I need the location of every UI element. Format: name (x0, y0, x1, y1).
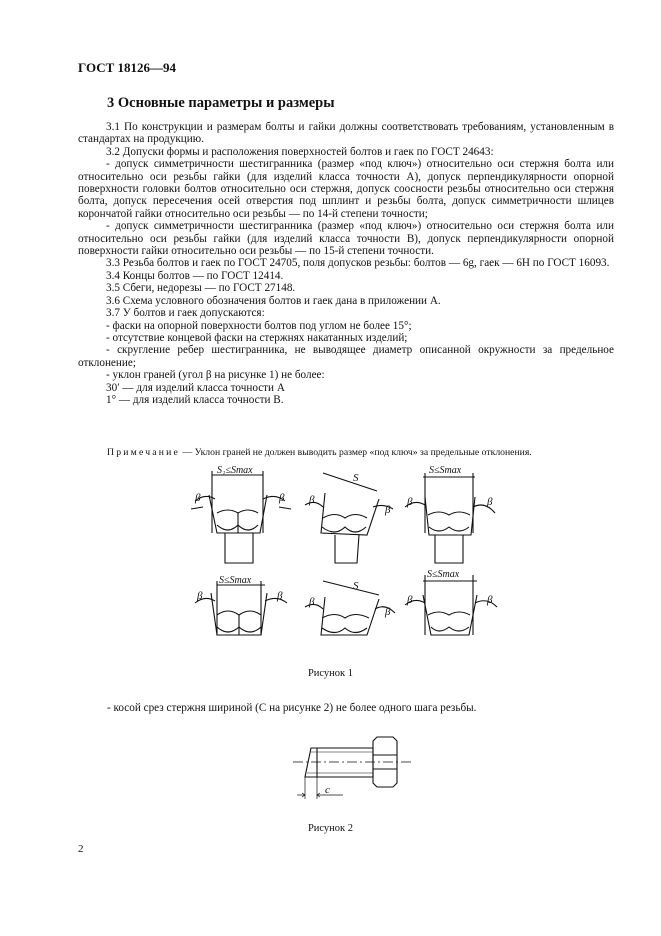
paragraph: - допуск симметричности шестигранника (размер «под ключ») относительно оси стержня болта или относительно оси резьбы гайки (для изделий класса точности А), допуск перпендикулярности опорной поверхности головки болтов относительно оси стержня, допуск соосности резьбы относительно оси стержня болта, допуск пересечения осей отверстия под шплинт и резьбы болта, допуск симметричности шлицев корончатой гайки относительно оси резьбы — по 14-й степени точности; (78, 158, 614, 220)
figure-1 (185, 463, 505, 663)
s-smax-label: S≤Smax (429, 465, 462, 476)
paragraph: 3.6 Схема условного обозначения болтов и гаек дана в приложении А. (106, 294, 441, 307)
s-label: S (353, 472, 359, 484)
paragraph: - допуск симметричности шестигранника (размер «под ключ») относительно оси стержня болта или относительно оси резьбы гайки (для изделий класса точности В), допуск перпендикулярности опорной поверхности гайки относительно оси резьбы — по 15-й степени точности. (78, 220, 614, 258)
paragraph: 1° — для изделий класса точности В. (106, 393, 284, 406)
paragraph: - косой срез стержня шириной (С на рисунке 2) не более одного шага резьбы. (107, 702, 477, 714)
paragraph: 3.3 Резьба болтов и гаек по ГОСТ 24705, поля допусков резьбы: болтов — 6g, гаек — 6Н по ГОСТ 16093. (106, 257, 610, 270)
beta-label: β (385, 606, 391, 618)
beta-label: β (487, 594, 493, 606)
paragraph: 3.7 У болтов и гаек допускаются: (106, 307, 265, 320)
paragraph: - фаски на опорной поверхности болтов под углом не более 15°; (106, 319, 412, 332)
paragraph: 3.4 Концы болтов — по ГОСТ 12414. (106, 269, 284, 282)
c-label: c (325, 784, 330, 796)
paragraph: - уклон граней (угол β на рисунке 1) не более: (106, 369, 325, 382)
beta-label: β (309, 596, 315, 608)
fig1-sketch-4 (195, 575, 287, 635)
s1-smax-label: S₁≤Smax (217, 465, 253, 476)
note-text: — Уклон граней не должен выводить размер «под ключ» за предельные отклонения. (180, 447, 532, 458)
paragraph: - скругление ребер шестигранника, не выводящее диаметр описанной окружности за предельное отклонение; (78, 344, 614, 369)
beta-label: β (309, 494, 315, 506)
figure-2 (293, 735, 413, 805)
beta-label: β (385, 504, 391, 516)
beta-label: β (279, 492, 285, 504)
beta-label: β (407, 496, 413, 508)
s-label: S (353, 580, 359, 592)
s-smax-label: S≤Smax (219, 575, 252, 586)
beta-label: β (277, 590, 283, 602)
s-smax-label: S≤Smax (427, 569, 460, 580)
section-title: 3 Основные параметры и размеры (107, 95, 335, 111)
paragraph: 3.5 Сбеги, недорезы — по ГОСТ 27148. (106, 282, 296, 295)
beta-label: β (197, 590, 203, 602)
figure-1-caption: Рисунок 1 (307, 668, 354, 679)
document-header: ГОСТ 18126—94 (78, 60, 177, 75)
body-text (78, 121, 614, 406)
page-number: 2 (78, 843, 84, 855)
beta-label: β (407, 594, 413, 606)
note (107, 447, 627, 458)
beta-label: β (487, 496, 493, 508)
fig1-sketch-1 (191, 465, 291, 563)
beta-label: β (195, 492, 201, 504)
paragraph: 3.1 По конструкции и размерам болты и гайки должны соответствовать требованиям, установленным в стандартах на продукцию. (78, 121, 614, 146)
paragraph: - отсутствие концевой фаски на стержнях накатанных изделий; (106, 331, 408, 344)
paragraph: 3.2 Допуски формы и расположения поверхностей болтов и гаек по ГОСТ 24643: (106, 145, 494, 158)
fig1-sketch-2 (305, 472, 393, 563)
figure-2-caption: Рисунок 2 (307, 823, 354, 834)
fig1-sketch-6 (405, 569, 497, 635)
fig1-sketch-3 (405, 465, 495, 563)
paragraph: 30′ — для изделий класса точности А (106, 381, 285, 394)
note-label: Примечание (107, 447, 181, 458)
fig1-sketch-5 (305, 580, 395, 635)
